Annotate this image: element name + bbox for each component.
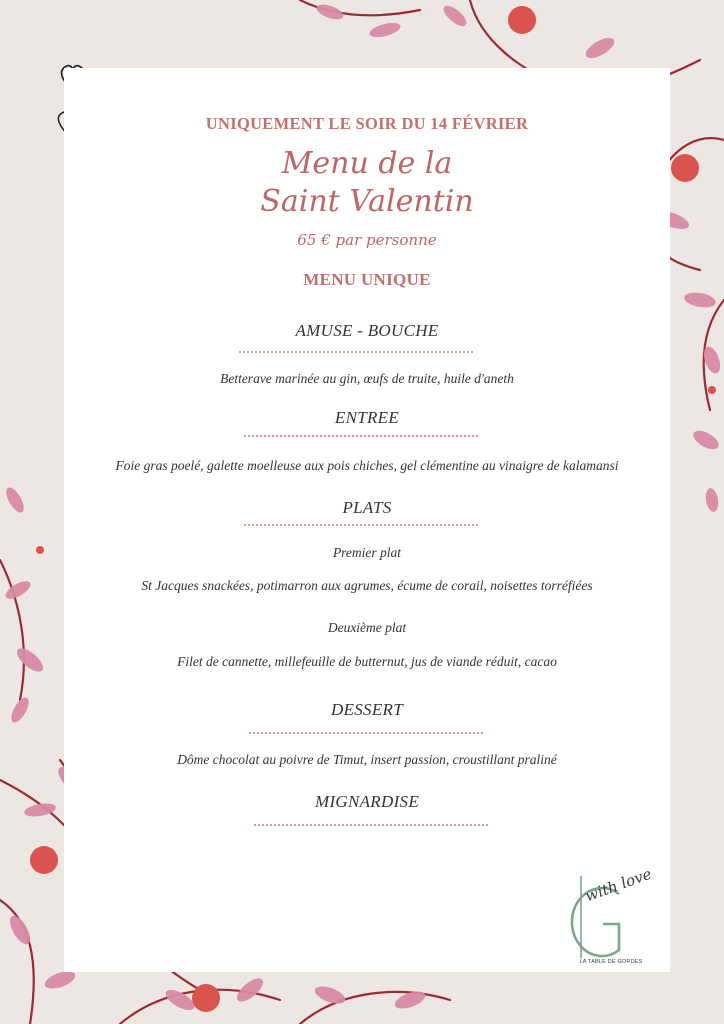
section-title-plats: PLATS (342, 498, 392, 517)
logo-script: with love (582, 866, 654, 906)
dish-amuse: Betterave marinée au gin, œufs de truite, huile d'aneth (220, 371, 514, 386)
dish-dessert: Dôme chocolat au poivre de Timut, insert passion, croustillant praliné (177, 752, 557, 767)
section-title-mignardise: MIGNARDISE (314, 792, 420, 811)
menu-kicker: UNIQUEMENT LE SOIR DU 14 FÉVRIER (205, 114, 529, 133)
menu-price: 65 € par personne (297, 231, 437, 249)
divider (249, 732, 483, 734)
divider (244, 524, 478, 526)
menu-title-line1: Menu de la (281, 146, 453, 181)
section-title-amuse: AMUSE - BOUCHE (295, 321, 439, 340)
section-title-dessert: DESSERT (331, 700, 403, 719)
dish-entree: Foie gras poelé, galette moelleuse aux pois chiches, gel clémentine au vinaigre de kalamansi (115, 458, 619, 473)
plat-first-label: Premier plat (332, 545, 402, 560)
divider (254, 824, 488, 826)
logo-mark-icon (561, 866, 661, 966)
dish-plat-second: Filet de cannette, millefeuille de butternut, jus de viande réduit, cacao (177, 654, 557, 669)
divider (244, 435, 478, 437)
plat-second-label: Deuxième plat (327, 620, 407, 635)
menu-card (64, 68, 670, 972)
with-love-logo (561, 866, 661, 966)
divider (239, 351, 473, 353)
menu-title-line2: Saint Valentin (260, 184, 474, 219)
dish-plat-first: St Jacques snackées, potimarron aux agrumes, écume de corail, noisettes torréfiées (141, 578, 593, 593)
menu-unique-label: MENU UNIQUE (303, 270, 431, 289)
logo-caption: LA TABLE DE GORDES (579, 959, 643, 965)
section-title-entree: ENTREE (334, 408, 400, 427)
